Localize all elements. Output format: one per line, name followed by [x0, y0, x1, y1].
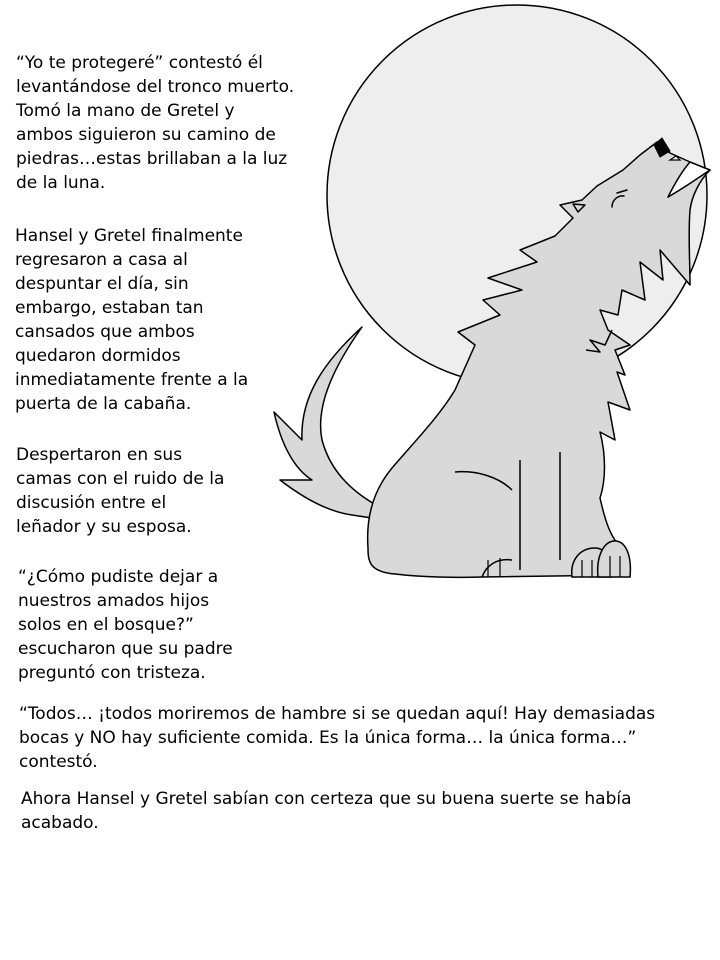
story-paragraph: Ahora Hansel y Gretel sabían con certeza que su buena suerte se había acabado.	[21, 789, 632, 833]
story-paragraph: Hansel y Gretel finalmente regresaron a casa al despuntar el día, sin embargo, estaban tan cansados que ambos quedaron dormidos inmediatamente frente a la puerta de la cabaña.	[15, 226, 249, 414]
story-paragraph: “¿Cómo pudiste dejar a nuestros amados hijos solos en el bosque?” escucharon que su padre preguntó con tristeza.	[18, 567, 233, 683]
moon-and-wolf-illustration	[260, 0, 720, 600]
story-paragraph: Despertaron en sus camas con el ruido de la discusión entre el leñador y su esposa.	[16, 445, 225, 537]
story-paragraph: “Yo te protegeré” contestó él levantándose del tronco muerto. Tomó la mano de Gretel y ambos siguieron su camino de piedras…estas brillaban a la luz de la luna.	[16, 53, 295, 193]
story-paragraph: “Todos… ¡todos moriremos de hambre si se quedan aquí! Hay demasiadas bocas y NO hay suficiente comida. Es la única forma… la única forma…” contestó.	[19, 704, 656, 772]
